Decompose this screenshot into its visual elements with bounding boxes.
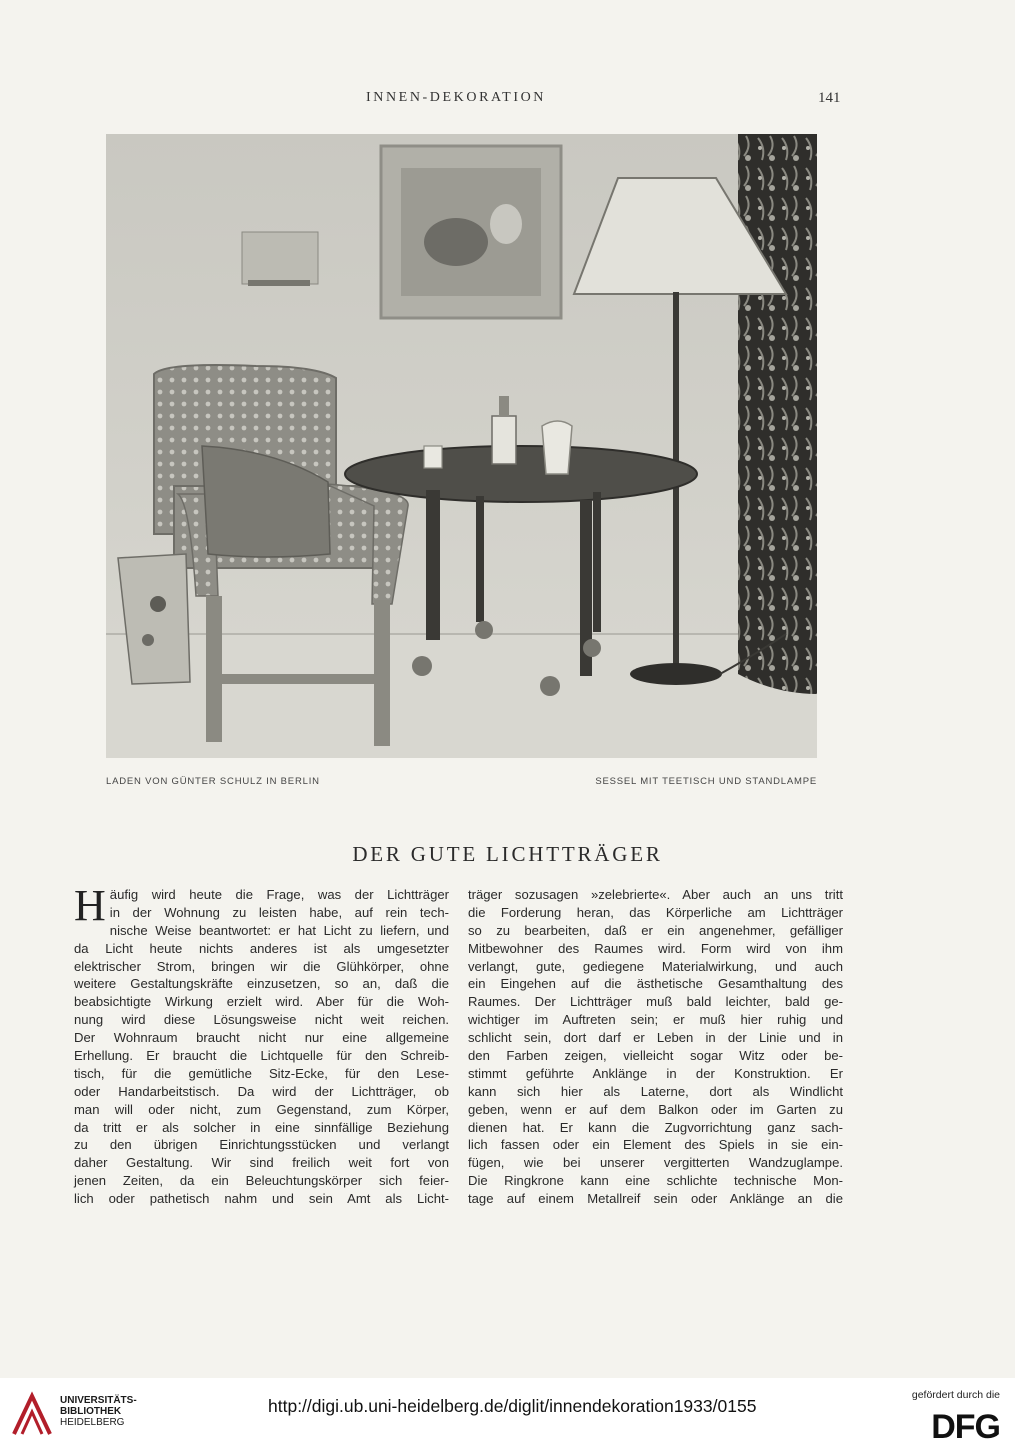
figure-caption-left: LADEN VON GÜNTER SCHULZ IN BERLIN: [106, 776, 320, 787]
text-line: schlicht sein, dort darf er Leben in der Linie und in: [468, 1030, 843, 1046]
text-line: wichtiger im Auftreten sein; er muß hier ruhig und: [468, 1012, 843, 1028]
text-line: die Forderung heran, das Körperliche am Lichtträger: [468, 904, 843, 920]
text-column-left: [74, 881, 449, 1208]
text-line: geben, wenn er auf dem Balkon oder im Garten zu: [468, 1101, 843, 1117]
text-line: da Licht heute nichts anderes ist als umgesetzter: [74, 940, 449, 956]
text-line: Die Ringkrone kann eine schlichte technische Mon-: [468, 1173, 843, 1189]
text-line: beabsichtigte Wirkung erzielt wird. Aber für die Woh-: [74, 994, 449, 1010]
library-logo-icon: [10, 1390, 54, 1440]
text-line: tisch, für die gemütliche Sitz-Ecke, für den Lese-: [74, 1065, 449, 1081]
text-line: äufig wird heute die Frage, was der Lichtträger: [109, 887, 449, 902]
text-line: lich oder pathetisch nahm und sein Amt als Licht-: [74, 1191, 449, 1207]
text-line: man will oder nicht, zum Gegenstand, zum Körper,: [74, 1101, 449, 1117]
text-line: kann sich hier als Laterne, dort als Windlicht: [468, 1083, 843, 1099]
text-line: zu den übrigen Einrichtungsstücken und verlangt: [74, 1137, 449, 1153]
funding-note: gefördert durch die: [911, 1389, 1000, 1401]
page-number: 141: [818, 90, 841, 106]
figure-caption-right: SESSEL MIT TEETISCH UND STANDLAMPE: [595, 776, 817, 787]
text-line: weitere Gestaltungskräfte einzusetzen, so an, daß die: [74, 976, 449, 992]
text-line: so zu bearbeiten, daß er ein angenehmer, gefälliger: [468, 922, 843, 938]
text-line: ein Eingehen auf die ästhetische Gesamthaltung des: [468, 976, 843, 992]
text-line: verlangt, gute, gediegene Materialwirkung, und auch: [468, 958, 843, 974]
text-line: Der Wohnraum braucht nicht nur eine allgemeine: [74, 1030, 449, 1046]
text-line: tage auf einem Metallreif sein oder Anklänge an die: [468, 1191, 843, 1207]
permalink-url[interactable]: http://digi.ub.uni-heidelberg.de/diglit/innendekoration1933/0155: [268, 1396, 757, 1416]
text-line: da tritt er als solcher in eine sinnfällige Beziehung: [74, 1119, 449, 1135]
library-name: UNIVERSITÄTS- BIBLIOTHEK HEIDELBERG: [60, 1395, 137, 1428]
text-line: elektrischer Strom, bringen wir die Glühkörper, ohne: [74, 958, 449, 974]
text-line: in der Wohnung zu leisten habe, auf rein tech-: [109, 904, 449, 920]
text-line: lich fassen oder ein Element des Spiels in sie ein-: [468, 1137, 843, 1153]
text-line: nische Weise beantwortet: er hat Licht zu liefern, und: [109, 922, 449, 938]
text-column-right: [468, 886, 843, 1208]
text-line: oder Handarbeitstisch. Da wird der Lichtträger, ob: [74, 1083, 449, 1099]
article-title: DER GUTE LICHTTRÄGER: [352, 842, 663, 866]
text-line: Raumes. Der Lichtträger muß bald leichter, bald ge-: [468, 994, 843, 1010]
dfg-logo: DFG: [931, 1408, 1000, 1446]
running-title: INNEN-DEKORATION: [366, 90, 547, 105]
text-line: Erhellung. Er braucht die Lichtquelle für den Schreib-: [74, 1048, 449, 1064]
text-line: träger sozusagen »zelebrierte«. Aber auch an uns tritt: [468, 887, 843, 902]
interior-photograph: [106, 134, 817, 758]
text-line: jenen Zeiten, da ein Beleuchtungskörper sich feier-: [74, 1173, 449, 1189]
text-line: daher Gestaltung. Wir sind freilich weit fort von: [74, 1155, 449, 1171]
text-line: stimmt geführte Anklänge in der Konstruktion. Er: [468, 1065, 843, 1081]
text-line: dienen hat. Er kann die Zugvorrichtung ganz sach-: [468, 1119, 843, 1135]
drop-cap: H: [74, 881, 106, 930]
digitization-footer: [0, 1378, 1015, 1454]
text-line: Mitbewohner des Raumes wird. Form wird von ihm: [468, 940, 843, 956]
text-line: fügen, wie bei unserer vergitterten Wandzuglampe.: [468, 1155, 843, 1171]
text-line: den Farben zeigen, vielleicht sogar Witz oder be-: [468, 1048, 843, 1064]
text-line: nung wird diese Lösungsweise nicht weit reichen.: [74, 1012, 449, 1028]
